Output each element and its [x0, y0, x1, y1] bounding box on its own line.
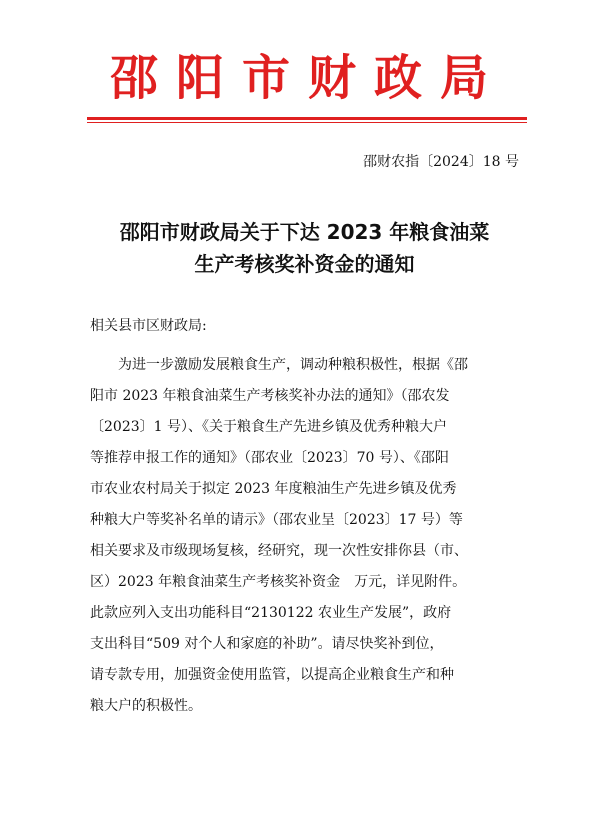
- body-line: 阳市 2023 年粮食油菜生产考核奖补办法的通知》（邵农发: [90, 388, 450, 404]
- body-line: 为进一步激励发展粮食生产，调动种粮积极性，根据《邵: [118, 357, 468, 373]
- body-line: 粮大户的积极性。: [90, 698, 202, 714]
- document-title-line-2: 生产考核奖补资金的通知: [194, 252, 415, 276]
- body-line: 市农业农村局关于拟定 2023 年度粮油生产先进乡镇及优秀: [90, 481, 457, 497]
- document-number: 邵财农指〔2024〕18 号: [363, 154, 519, 170]
- body-line: 请专款专用，加强资金使用监管，以提高企业粮食生产和种: [90, 667, 454, 683]
- body-text: [90, 350, 520, 722]
- document-title-line-1: 邵阳市财政局关于下达 2023 年粮食油菜: [119, 220, 490, 244]
- masthead-rule-thin: [87, 122, 527, 123]
- masthead-rule-thick: [87, 117, 527, 120]
- body-line: 区）2023 年粮食油菜生产考核奖补资金 万元，详见附件。: [90, 574, 467, 590]
- salutation: 相关县市区财政局:: [90, 318, 207, 334]
- body-line: 等推荐申报工作的通知》（邵农业〔2023〕70 号）、《邵阳: [90, 450, 449, 466]
- body-line: 相关要求及市级现场复核，经研究，现一次性安排你县（市、: [90, 543, 468, 559]
- masthead-title: 邵阳市财政局: [109, 50, 506, 106]
- body-line: 支出科目“509 对个人和家庭的补助”。请尽快奖补到位，: [90, 636, 444, 652]
- body-line: 此款应列入支出功能科目“2130122 农业生产发展”，政府: [90, 605, 452, 621]
- body-line: 〔2023〕1 号）、《关于粮食生产先进乡镇及优秀种粮大户: [90, 419, 447, 435]
- body-line: 种粮大户等奖补名单的请示》（邵农业呈〔2023〕17 号）等: [90, 512, 463, 528]
